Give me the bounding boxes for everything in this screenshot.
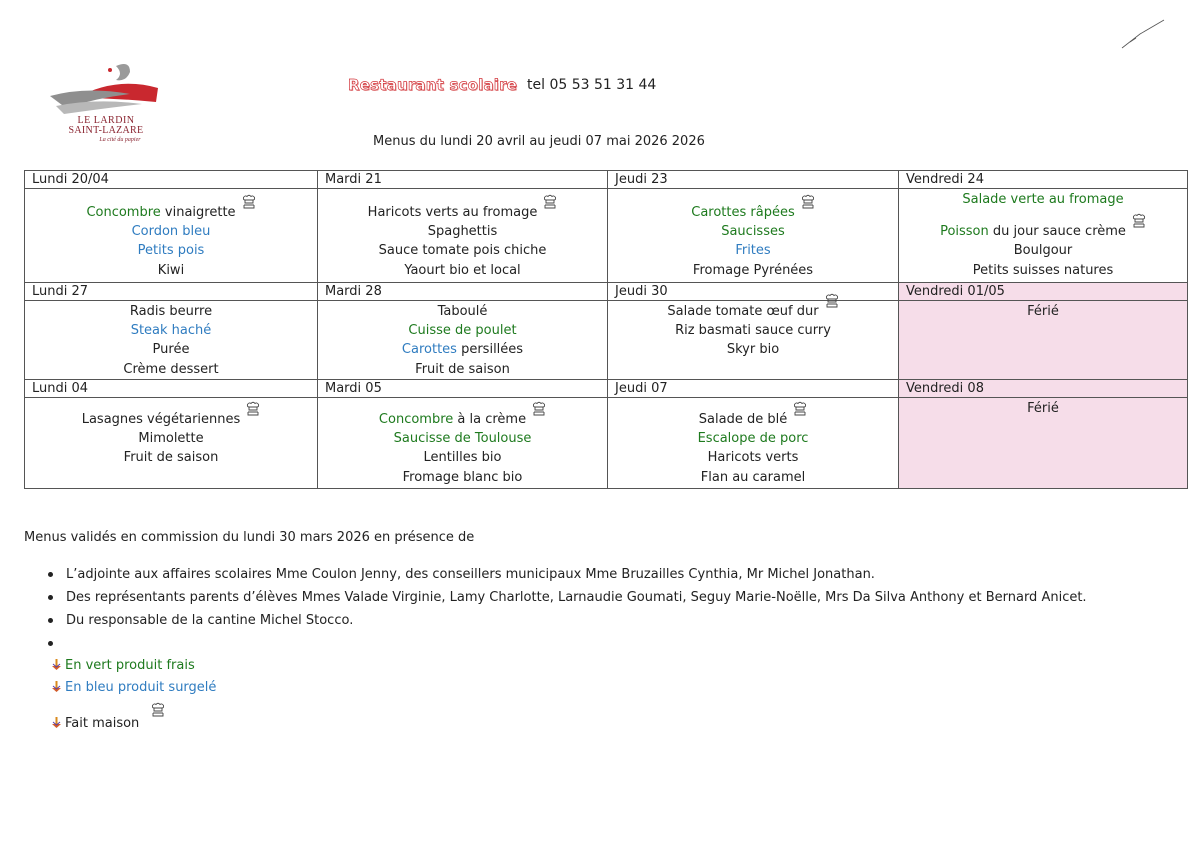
dish-text: Mimolette [138, 431, 204, 447]
dish-text: Lasagnes végétariennes [81, 412, 241, 427]
phone-number: tel 05 53 51 31 44 [527, 77, 657, 93]
day-label: Lundi 20/04 [25, 171, 318, 189]
day-menu-cell [25, 189, 318, 283]
menu-dish [318, 340, 607, 359]
dish-text: Crème dessert [123, 361, 219, 377]
dish-text: Cuisse de poulet [408, 323, 517, 339]
menu-dish [608, 261, 898, 280]
dish-text: Fromage Pyrénées [692, 262, 814, 278]
dish-text: Petits pois [137, 243, 205, 259]
menu-dish [608, 410, 898, 429]
pen-scribble [1120, 18, 1168, 50]
dish-text: Haricots verts [707, 450, 799, 466]
dish-text: Yaourt bio et local [404, 262, 521, 278]
menu-dish [318, 410, 607, 429]
day-menu-cell [899, 301, 1188, 380]
day-menu-cell [608, 189, 899, 283]
legend-frozen [50, 679, 216, 696]
menu-dish [608, 340, 898, 359]
week-header-row [25, 380, 1188, 398]
chef-hat-icon [242, 194, 256, 210]
day-label: Vendredi 24 [899, 171, 1188, 189]
dish-text: Concombre [86, 205, 161, 220]
menu-dish [25, 261, 317, 280]
menu-dish [608, 448, 898, 467]
menu-dish [25, 410, 317, 429]
menu-dish [608, 241, 898, 260]
menu-dish [608, 429, 898, 448]
legend-frozen-label: En bleu produit surgelé [65, 680, 217, 695]
week-header-row [25, 171, 1188, 189]
logo-line-2: SAINT-LAZARE [68, 125, 144, 136]
dish-text: Petits suisses natures [972, 262, 1114, 278]
chef-hat-icon [246, 401, 260, 417]
menu-dish [608, 222, 898, 241]
dish-text: Carottes [401, 342, 457, 358]
bullet-dot-icon [48, 572, 53, 577]
menu-dish [899, 302, 1187, 321]
menu-dish [608, 302, 898, 321]
dish-text: Saucisses [721, 224, 785, 240]
day-label: Jeudi 30 [608, 283, 899, 301]
dish-text: à la crème [453, 412, 527, 427]
chef-hat-icon [801, 194, 815, 210]
commission-intro: Menus validés en commission du lundi 30 mars 2026 en présence de [24, 530, 475, 545]
day-menu-cell [318, 398, 608, 489]
menu-dish [318, 241, 607, 260]
dish-text: Saucisse de Toulouse [393, 431, 532, 447]
menu-dish [318, 203, 607, 222]
day-menu-cell [899, 398, 1188, 489]
dish-text: Carottes râpées [691, 205, 795, 220]
dish-text: vinaigrette [160, 205, 236, 220]
menu-dish [318, 321, 607, 340]
dish-text: Fruit de saison [123, 450, 219, 466]
menu-dish [899, 399, 1187, 418]
day-label: Vendredi 01/05 [899, 283, 1188, 301]
logo-line-1: LE LARDIN [77, 115, 135, 126]
day-label: Mardi 21 [318, 171, 608, 189]
dish-text: Taboulé [437, 304, 488, 319]
town-logo [46, 58, 166, 148]
menu-dish [318, 222, 607, 241]
day-label: Lundi 27 [25, 283, 318, 301]
restaurant-title: Restaurant scolaire [348, 76, 518, 94]
logo-tagline: La cité du papier [99, 137, 141, 143]
logo-graphic [46, 58, 166, 118]
menu-dish [899, 241, 1187, 260]
menu-dish [25, 302, 317, 321]
menu-date-range: Menus du lundi 20 avril au jeudi 07 mai 2026 2026 [373, 134, 705, 149]
chef-hat-icon [1132, 213, 1146, 229]
bullet-dot-icon [48, 595, 53, 600]
arrow-bullet-icon [50, 680, 63, 693]
day-label: Mardi 05 [318, 380, 608, 398]
dish-text: Riz basmati sauce curry [675, 323, 831, 339]
week-header-row [25, 283, 1188, 301]
chef-hat-icon [793, 401, 807, 417]
week-menu-row [25, 398, 1188, 489]
arrow-bullet-icon [50, 716, 63, 729]
day-menu-cell [608, 398, 899, 489]
menu-dish [318, 468, 607, 487]
dish-text: persillées [456, 342, 524, 358]
dish-text: Escalope de porc [697, 431, 809, 447]
dish-text: Sauce tomate pois chiche [378, 243, 547, 259]
menu-dish [318, 448, 607, 467]
commission-member-text: Du responsable de la cantine Michel Stocco. [66, 613, 354, 628]
legend-fresh [50, 657, 195, 674]
dish-text: Radis beurre [129, 304, 213, 319]
dish-text: du jour sauce crème [988, 224, 1126, 240]
chef-hat-icon [825, 293, 839, 309]
chef-hat-icon [151, 702, 165, 718]
day-menu-cell [318, 301, 608, 380]
dish-text: Kiwi [157, 262, 185, 278]
dish-text: Salade verte au fromage [962, 192, 1124, 207]
legend-homemade [50, 705, 165, 729]
chef-hat-icon [543, 194, 557, 210]
commission-member-item [48, 566, 1087, 589]
day-label: Lundi 04 [25, 380, 318, 398]
commission-member-item [48, 589, 1087, 612]
menu-dish [608, 321, 898, 340]
menu-dish [25, 222, 317, 241]
menu-table [24, 170, 1188, 489]
dish-text: Fruit de saison [415, 361, 510, 377]
day-label: Mardi 28 [318, 283, 608, 301]
day-menu-cell [899, 189, 1188, 283]
day-menu-cell [318, 189, 608, 283]
dish-text: Férié [1027, 304, 1059, 319]
commission-member-text: Des représentants parents d’élèves Mmes Valade Virginie, Lamy Charlotte, Larnaudie Goumati, Seguy Marie-Noëlle, Mrs Da Silva Anthony et Bernard Anicet. [66, 590, 1087, 605]
day-menu-cell [25, 398, 318, 489]
day-menu-cell [608, 301, 899, 380]
commission-member-text: L’adjointe aux affaires scolaires Mme Coulon Jenny, des conseillers municipaux Mme Bruzailles Cynthia, Mr Michel Jonathan. [66, 567, 875, 582]
dish-text: Cordon bleu [131, 224, 211, 240]
day-label: Jeudi 23 [608, 171, 899, 189]
menu-dish [608, 468, 898, 487]
menu-dish [899, 190, 1187, 209]
commission-member-item [48, 635, 1087, 658]
dish-text: Férié [1027, 401, 1059, 416]
dish-text: Spaghettis [427, 224, 498, 240]
commission-member-item [48, 612, 1087, 635]
dish-text: Steak haché [130, 323, 212, 339]
menu-dish [25, 321, 317, 340]
legend-fresh-label: En vert produit frais [65, 658, 195, 673]
dish-text: Salade tomate œuf dur [667, 304, 819, 319]
menu-dish [608, 203, 898, 222]
dish-text: Salade de blé [698, 412, 788, 427]
dish-text: Purée [152, 342, 190, 358]
menu-dish [25, 340, 317, 359]
chef-hat-icon [532, 401, 546, 417]
day-label: Jeudi 07 [608, 380, 899, 398]
bullet-dot-icon [48, 641, 53, 646]
menu-dish [899, 261, 1187, 280]
menu-dish [318, 261, 607, 280]
menu-dish [899, 222, 1187, 241]
dish-text: Haricots verts au fromage [367, 205, 538, 220]
day-menu-cell [25, 301, 318, 380]
bullet-dot-icon [48, 618, 53, 623]
menu-dish [25, 360, 317, 379]
week-menu-row [25, 301, 1188, 380]
week-menu-row [25, 189, 1188, 283]
menu-dish [25, 241, 317, 260]
menu-dish [25, 429, 317, 448]
dish-text: Skyr bio [726, 342, 780, 358]
dish-text: Flan au caramel [700, 469, 806, 485]
menu-dish [318, 302, 607, 321]
menu-dish [318, 429, 607, 448]
dish-text: Lentilles bio [423, 450, 502, 466]
arrow-bullet-icon [50, 658, 63, 671]
dish-text: Boulgour [1013, 243, 1073, 259]
menu-dish [25, 448, 317, 467]
day-label: Vendredi 08 [899, 380, 1188, 398]
menu-dish [318, 360, 607, 379]
dish-text: Poisson [940, 224, 989, 240]
dish-text: Concombre [378, 412, 454, 427]
dish-text: Frites [735, 243, 771, 259]
commission-members [48, 566, 1087, 658]
legend-homemade-label: Fait maison [65, 716, 140, 731]
menu-dish [25, 203, 317, 222]
dish-text: Fromage blanc bio [402, 469, 523, 485]
